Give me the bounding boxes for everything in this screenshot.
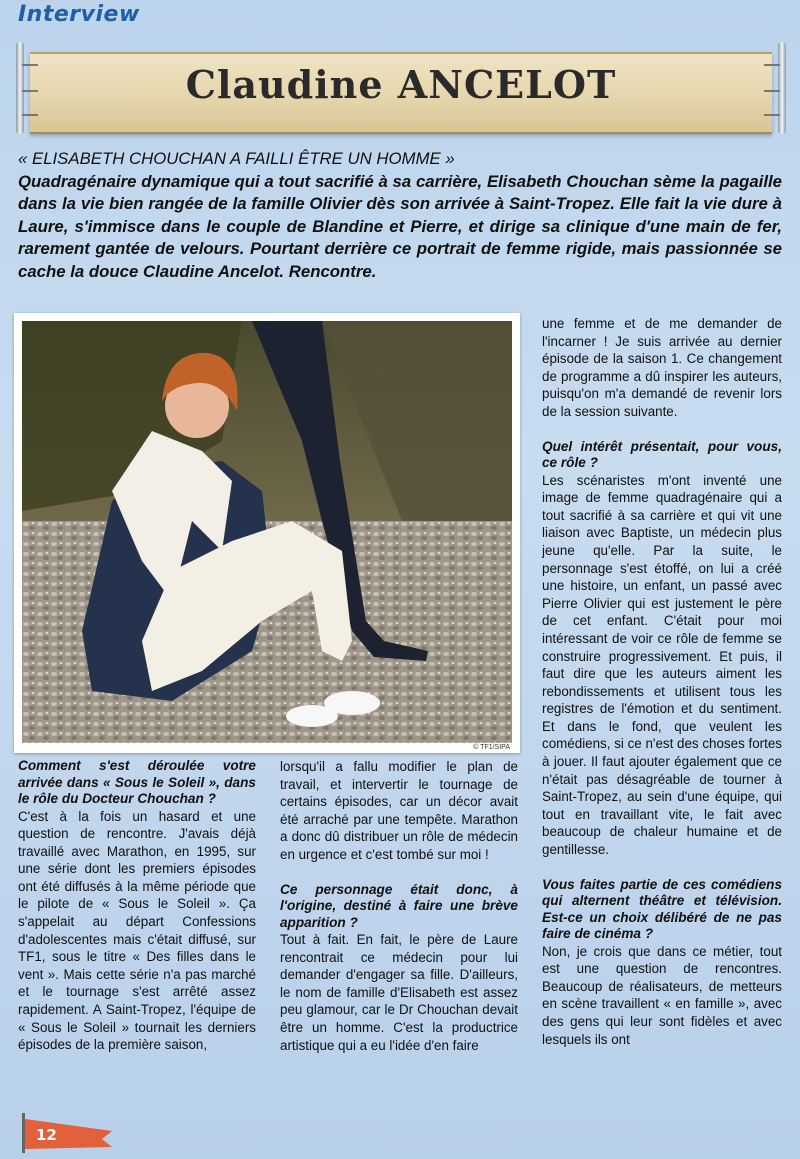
answer-2: Tout à fait. En fait, le père de Laure rencontrait ce médecin pour lui demander d'engager sa fille. D'ailleurs, le nom de famille d'Elisabeth est assez peu glamour, car le Dr Chouchan devait être un homme. C'est la productrice artistique qui a eu l'idée d'en faire bbox=[280, 932, 518, 1053]
section-label: Interview bbox=[18, 2, 140, 27]
column-2 bbox=[280, 758, 518, 1054]
column-3 bbox=[542, 315, 782, 1048]
page-number: 12 bbox=[36, 1126, 57, 1144]
answer-1: C'est à la fois un hasard et une question de rencontre. J'avais déjà travaillé avec Marathon, en 1995, sur une série dont les premiers épisodes ont été diffusés à la même période que le pilote de « Sous le Soleil ». Ça s'appelait au départ Confessions d'adolescentes mais c'était diffusé, sur TF1, sous le titre « Des filles dans le vent ». Mais cette série n'a pas marché et le tournage s'est arrêté assez rapidement. A Saint-Tropez, l'équipe de « Sous le Soleil » tournait les derniers épisodes de la première saison, bbox=[18, 808, 256, 1053]
answer-1-continued: lorsqu'il a fallu modifier le plan de travail, et intervertir le tournage de certains épisodes, car un décor avait été arraché par une tempête. Marathon a donc dû distribuer un rôle de médecin en urgence et c'est tombé sur moi ! bbox=[280, 759, 518, 862]
photo-illustration bbox=[22, 321, 512, 743]
banner-tie bbox=[764, 114, 780, 116]
article-title: Claudine ANCELOT bbox=[185, 62, 617, 107]
intro-block bbox=[18, 148, 782, 284]
question-3: Quel intérêt présentait, pour vous, ce rôle ? bbox=[542, 438, 782, 471]
title-banner bbox=[16, 42, 786, 138]
photo-credit: © TF1/SIPA bbox=[473, 744, 510, 751]
banner-tie bbox=[22, 114, 38, 116]
answer-2-continued: une femme et de me demander de l'incarner ! Je suis arrivée au dernier épisode de la saison 1. Ce changement de programme a dû inspirer les auteurs, puisqu'on m'a demandé de revenir lors de la session suivante. bbox=[542, 316, 782, 419]
question-2: Ce personnage était donc, à l'origine, destiné à faire une brève apparition ? bbox=[280, 881, 518, 930]
intro-text: Quadragénaire dynamique qui a tout sacrifié à sa carrière, Elisabeth Chouchan sème la pagaille dans la vie bien rangée de la famille Olivier dès son arrivée à Saint-Tropez. Elle fait la vie dure à Laure, s'immisce dans le couple de Blandine et Pierre, et dirige sa clinique d'une main de fer, rarement gantée de velours. Pourtant derrière ce portrait de femme rigide, mais passionnée se cache la douce Claudine Ancelot. Rencontre. bbox=[18, 171, 782, 281]
question-4: Vous faites partie de ces comédiens qui alternent théâtre et télévision. Est-ce un choix délibéré de ne pas faire de cinéma ? bbox=[542, 876, 782, 942]
answer-3: Les scénaristes m'ont inventé une image de femme quadragénaire qui a tout sacrifié à sa carrière et qui vit une liaison avec Baptiste, un médecin plus jeune qu'elle. Par la suite, le personnage s'est étoffé, on lui a créé une histoire, un enfant, un passé avec Pierre Olivier qui est justement le père de cet enfant. C'était pour moi intéressant de voir ce rôle de femme se construire progressivement. Et puis, il faut dire que les auteurs aiment les rebondissements et utilisent tous les registres de l'émotion et du sentiment. Et dans le fond, que veulent les comédiens, si ce n'est des choses fortes à jouer. Il faut ajouter également que ce n'était pas désagréable de tourner à Saint-Tropez, au sein d'une équipe, qui tout en travaillant vite, le fait avec beaucoup de chaleur humaine et de gentillesse. bbox=[542, 472, 782, 858]
question-1: Comment s'est déroulée votre arrivée dans « Sous le Soleil », dans le rôle du Docteur Chouchan ? bbox=[18, 758, 256, 806]
article-photo bbox=[14, 313, 520, 753]
column-1 bbox=[18, 758, 256, 1054]
intro-kicker: « ELISABETH CHOUCHAN A FAILLI ÊTRE UN HOMME » bbox=[18, 149, 455, 168]
answer-4: Non, je crois que dans ce métier, tout est une question de rencontres. Beaucoup de réalisateurs, de metteurs en scène travaillent « en famille », avec des gens qui leur sont fidèles et avec lesquels ils ont bbox=[542, 943, 782, 1047]
